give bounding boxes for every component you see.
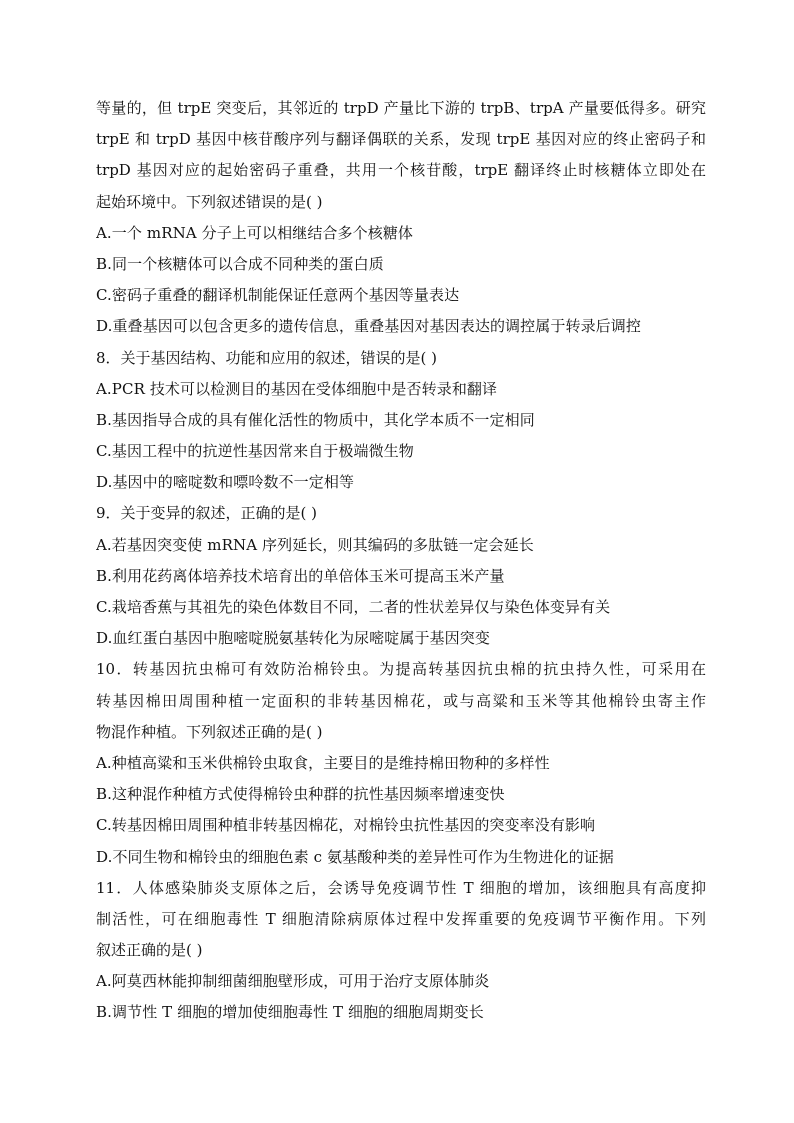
question-stem-line: 10．转基因抗虫棉可有效防治棉铃虫。为提高转基因抗虫棉的抗虫持久性，可采用在 xyxy=(96,660,706,679)
option-line: A.PCR 技术可以检测目的基因在受体细胞中是否转录和翻译 xyxy=(96,379,498,398)
option-line: B.调节性 T 细胞的增加使细胞毒性 T 细胞的细胞周期变长 xyxy=(96,1003,484,1022)
option-line: B.这种混作种植方式使得棉铃虫种群的抗性基因频率增速变快 xyxy=(96,785,505,804)
option-line: D.重叠基因可以包含更多的遗传信息，重叠基因对基因表达的调控属于转录后调控 xyxy=(96,317,641,336)
document-body xyxy=(96,93,706,1029)
question-stem-line: trpD 基因对应的起始密码子重叠，共用一个核苷酸，trpE 翻译终止时核糖体立即处在 xyxy=(96,161,706,180)
question-stem-line: 起始环境中。下列叙述错误的是( ) xyxy=(96,192,323,211)
option-line: B.同一个核糖体可以合成不同种类的蛋白质 xyxy=(96,254,384,273)
question-stem-line: 11．人体感染肺炎支原体之后，会诱导免疫调节性 T 细胞的增加，该细胞具有高度抑 xyxy=(96,878,706,897)
option-line: A.一个 mRNA 分子上可以相继结合多个核糖体 xyxy=(96,223,414,242)
option-line: B.利用花药离体培养技术培育出的单倍体玉米可提高玉米产量 xyxy=(96,566,505,585)
question-stem-line: 等量的，但 trpE 突变后，其邻近的 trpD 产量比下游的 trpB、trpA 产量要低得多。研究 xyxy=(96,99,706,117)
question-stem-line: trpE 和 trpD 基因中核苷酸序列与翻译偶联的关系，发现 trpE 基因对应的终止密码子和 xyxy=(96,130,706,149)
option-line: D.不同生物和棉铃虫的细胞色素 c 氨基酸种类的差异性可作为生物进化的证据 xyxy=(96,847,614,866)
option-line: A.阿莫西林能抑制细菌细胞壁形成，可用于治疗支原体肺炎 xyxy=(96,972,490,991)
option-line: C.基因工程中的抗逆性基因常来自于极端微生物 xyxy=(96,442,414,461)
question-stem-line: 9．关于变异的叙述，正确的是( ) xyxy=(96,504,318,523)
question-stem-line: 8．关于基因结构、功能和应用的叙述，错误的是( ) xyxy=(96,348,438,367)
option-line: C.栽培香蕉与其祖先的染色体数目不同，二者的性状差异仅与染色体变异有关 xyxy=(96,598,611,616)
option-line: C.转基因棉田周围种植非转基因棉花，对棉铃虫抗性基因的突变率没有影响 xyxy=(96,816,596,835)
question-stem-line: 物混作种植。下列叙述正确的是( ) xyxy=(96,722,323,741)
question-stem-line: 叙述正确的是( ) xyxy=(96,941,203,960)
option-line: A.若基因突变使 mRNA 序列延长，则其编码的多肽链一定会延长 xyxy=(96,535,534,554)
option-line: D.基因中的嘧啶数和嘌呤数不一定相等 xyxy=(96,473,355,492)
question-stem-line: 制活性，可在细胞毒性 T 细胞清除病原体过程中发挥重要的免疫调节平衡作用。下列 xyxy=(96,909,706,928)
option-line: D.血红蛋白基因中胞嘧啶脱氨基转化为尿嘧啶属于基因突变 xyxy=(96,629,490,648)
option-line: A.种植高粱和玉米供棉铃虫取食，主要目的是维持棉田物种的多样性 xyxy=(96,753,550,772)
question-stem-line: 转基因棉田周围种植一定面积的非转基因棉花，或与高粱和玉米等其他棉铃虫寄主作 xyxy=(96,691,706,710)
option-line: B.基因指导合成的具有催化活性的物质中，其化学本质不一定相同 xyxy=(96,410,535,429)
option-line: C.密码子重叠的翻译机制能保证任意两个基因等量表达 xyxy=(96,286,460,305)
